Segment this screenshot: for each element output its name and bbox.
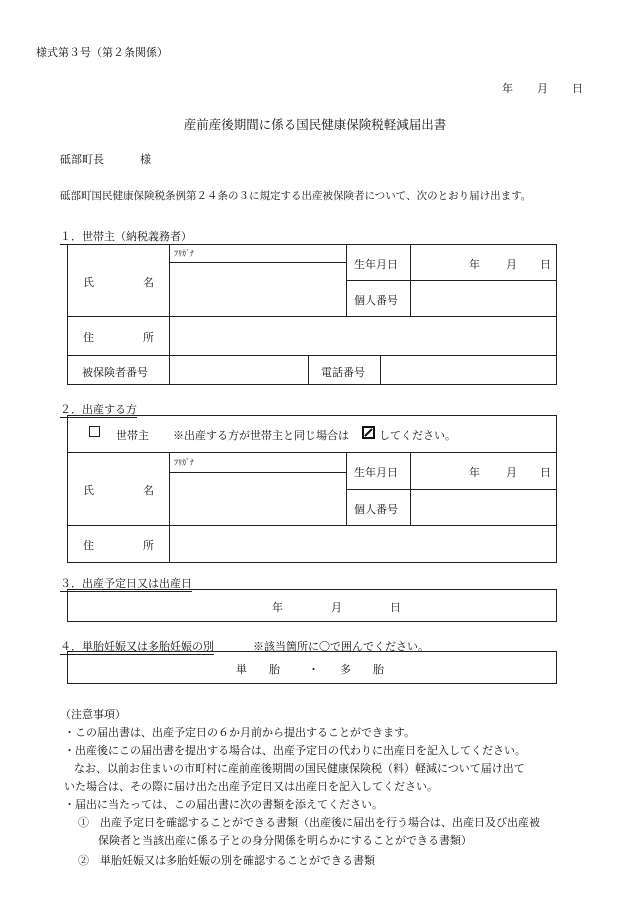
section4-heading: ４．単胎妊娠又は多胎妊娠の別 [60, 640, 214, 653]
section4-instruction: ※該当箇所に〇で囲んでください。 [253, 640, 429, 653]
date-year-label: 年 [502, 82, 513, 95]
form-number: 様式第３号（第２条関係） [36, 46, 168, 59]
s1-furigana-label: ﾌﾘｶﾞﾅ [174, 249, 194, 258]
s1-birth-month: 月 [506, 258, 517, 271]
s1-insured-number-label: 被保険者番号 [82, 366, 148, 379]
note-doc-1: ① 出産予定日を確認することができる書類（出産後に届出を行う場合は、出産日及び出産被 [78, 816, 540, 829]
page-title: 産前産後期間に係る国民健康保険税軽減届出書 [183, 117, 447, 132]
s1-name-label-2: 名 [143, 276, 154, 289]
single-pregnancy-option[interactable]: 単 胎 [236, 663, 280, 676]
householder-option-label: 世帯主 [116, 429, 149, 442]
section1-heading: １．世帯主（納税義務者） [60, 230, 192, 243]
householder-note-before: ※出産する方が世帯主と同じ場合は [173, 429, 349, 442]
s1-name-label-1: 氏 [83, 276, 94, 289]
section3-heading: ３．出産予定日又は出産日 [60, 577, 192, 590]
addressee-mayor: 砥部町長 [60, 153, 104, 166]
s2-address-label-2: 所 [143, 539, 154, 552]
s2-address-label-1: 住 [83, 539, 94, 552]
date-month-label: 月 [537, 82, 548, 95]
note-item-2-cont-1: なお、以前お住まいの市町村に産前産後期間の国民健康保険税（料）軽減について届け出て [74, 762, 525, 775]
householder-note-after: してください。 [379, 429, 456, 442]
intro-text: 砥部町国民健康保険税条例第２４条の３に規定する出産被保険者について、次のとおり届け出ます。 [60, 190, 532, 202]
section2-heading: ２．出産する方 [60, 403, 137, 416]
householder-checkbox[interactable] [89, 426, 100, 437]
s1-birth-day: 日 [540, 258, 551, 271]
s1-address-label-1: 住 [83, 331, 94, 344]
note-item-2-cont-2: いた場合は、その際に届け出た出産予定日又は出産日を記入してください。 [64, 780, 438, 793]
note-item-1: ・この届出書は、出産予定日の６か月前から提出することができます。 [64, 726, 416, 739]
s1-phone-label: 電話番号 [321, 366, 365, 379]
note-doc-1-cont: 保険者と当該出産に係る子との身分関係を明らかにすることができる書類） [98, 834, 472, 847]
addressee-honorific: 様 [140, 153, 151, 166]
s2-birth-year: 年 [469, 466, 480, 479]
note-item-2: ・出産後にこの届出書を提出する場合は、出産予定日の代わりに出産日を記入してください。 [64, 744, 526, 757]
s1-personal-number-label: 個人番号 [354, 294, 398, 307]
s3-day: 日 [390, 601, 401, 614]
multiple-pregnancy-option[interactable]: 多 胎 [340, 663, 384, 676]
option-separator: ・ [308, 663, 319, 676]
s1-birth-year: 年 [469, 258, 480, 271]
checked-box-icon [362, 426, 375, 439]
s2-name-label-2: 名 [143, 484, 154, 497]
s2-furigana-label: ﾌﾘｶﾞﾅ [174, 458, 194, 467]
s1-address-label-2: 所 [143, 331, 154, 344]
s3-month: 月 [331, 601, 342, 614]
s3-year: 年 [272, 601, 283, 614]
date-day-label: 日 [572, 82, 583, 95]
s2-personal-number-label: 個人番号 [354, 503, 398, 516]
notes-heading: （注意事項） [60, 708, 126, 721]
section3-box [67, 589, 557, 622]
s2-name-label-1: 氏 [83, 484, 94, 497]
s2-birth-month: 月 [506, 466, 517, 479]
note-item-3: ・届出に当たっては、この届出書に次の書類を添えてください。 [64, 798, 383, 811]
s2-birthdate-label: 生年月日 [354, 466, 398, 479]
s2-birth-day: 日 [540, 466, 551, 479]
note-doc-2: ② 単胎妊娠又は多胎妊娠の別を確認することができる書類 [78, 854, 375, 867]
s1-birthdate-label: 生年月日 [354, 258, 398, 271]
